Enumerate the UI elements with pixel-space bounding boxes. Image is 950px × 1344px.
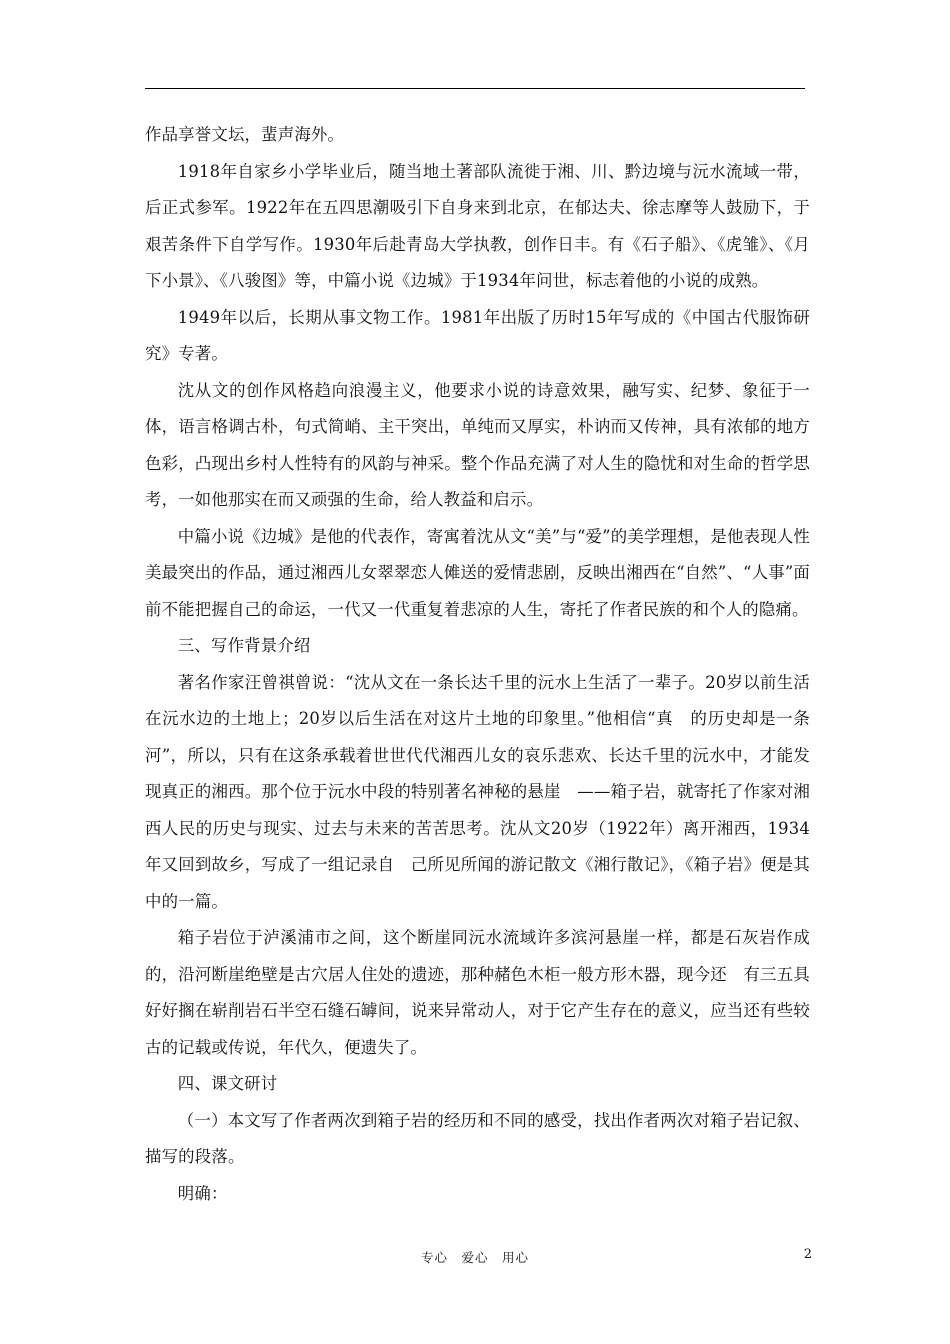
paragraph-question-one: （一）本文写了作者两次到箱子岩的经历和不同的感受，找出作者两次对箱子岩记叙、描写的段落。: [145, 1110, 810, 1166]
section-heading-study: 四、课文研讨: [177, 1074, 278, 1093]
footer-motto: 专心 爱心 用心: [420, 1250, 529, 1265]
paragraph-biancheng: 中篇小说《边城》是他的代表作，寄寓着沈从文“美”与“爱”的美学理想，是他表现人性美最突出的作品，通过湘西儿女翠翠恋人傩送的爱情悲剧，反映出湘西在“自然”、“人事”面前不能把握自己的命运，一代又一代重复着悲凉的人生，寄托了作者民族的和个人的隐痛。: [145, 526, 810, 619]
paragraph-later-career: 1949年以后，长期从事文物工作。1981年出版了历时15年写成的《中国古代服饰研究》专著。: [145, 307, 810, 363]
page-number: 2: [803, 1247, 812, 1262]
paragraph-xiangziyan: 箱子岩位于泸溪浦市之间，这个断崖同沅水流域许多滨河悬崖一样，都是石灰岩作成的，沿河断崖绝壁是古穴居人住处的遗迹，那种赭色木柜一般方形木器，现今还 有三五具好好搁在崭削岩石半空石缝石罅间，说来异常动人，对于它产生存在的意义，应当还有些较古的记载或传说，年代久，便遗失了。: [145, 928, 810, 1057]
paragraph-answer-label: 明确：: [177, 1183, 228, 1203]
document-body: [145, 117, 810, 1212]
paragraph-continuation: 作品享誉文坛，蜚声海外。: [145, 125, 345, 144]
section-heading-background: 三、写作背景介绍: [177, 636, 311, 655]
paragraph-style: 沈从文的创作风格趋向浪漫主义，他要求小说的诗意效果，融写实、纪梦、象征于一体，语言格调古朴，句式简峭、主干突出，单纯而又厚实，朴讷而又传神，具有浓郁的地方色彩，凸现出乡村人性特有的风韵与神采。整个作品充满了对人生的隐忧和对生命的哲学思考，一如他那实在而又顽强的生命，给人教益和启示。: [145, 380, 810, 509]
paragraph-wang-zengqi: 著名作家汪曾祺曾说：“沈从文在一条长达千里的沅水上生活了一辈子。20岁以前生活在沅水边的土地上；20岁以后生活在对这片土地的印象里。”他相信“真 的历史却是一条河”，所以，只有在这条承载着世世代代湘西儿女的哀乐悲欢、长达千里的沅水中，才能发现真正的湘西。那个位于沅水中段的特别著名神秘的悬崖 ——箱子岩，就寄托了作家对湘西人民的历史与现实、过去与未来的苦苦思考。沈从文20岁（1922年）离开湘西，1934年又回到故乡，写成了一组记录自 己所见所闻的游记散文《湘行散记》，《箱子岩》便是其中的一篇。: [145, 672, 810, 911]
paragraph-biography: 1918年自家乡小学毕业后，随当地土著部队流徙于湘、川、黔边境与沅水流域一带，后正式参军。1922年在五四思潮吸引下自身来到北京，在郁达夫、徐志摩等人鼓励下，于艰苦条件下自学写作。1930年后赴青岛大学执教，创作日丰。有《石子船》、《虎雏》、《月下小景》、《八骏图》等，中篇小说《边城》于1934年问世，标志着他的小说的成熟。: [145, 161, 810, 290]
header-rule: [145, 88, 805, 89]
